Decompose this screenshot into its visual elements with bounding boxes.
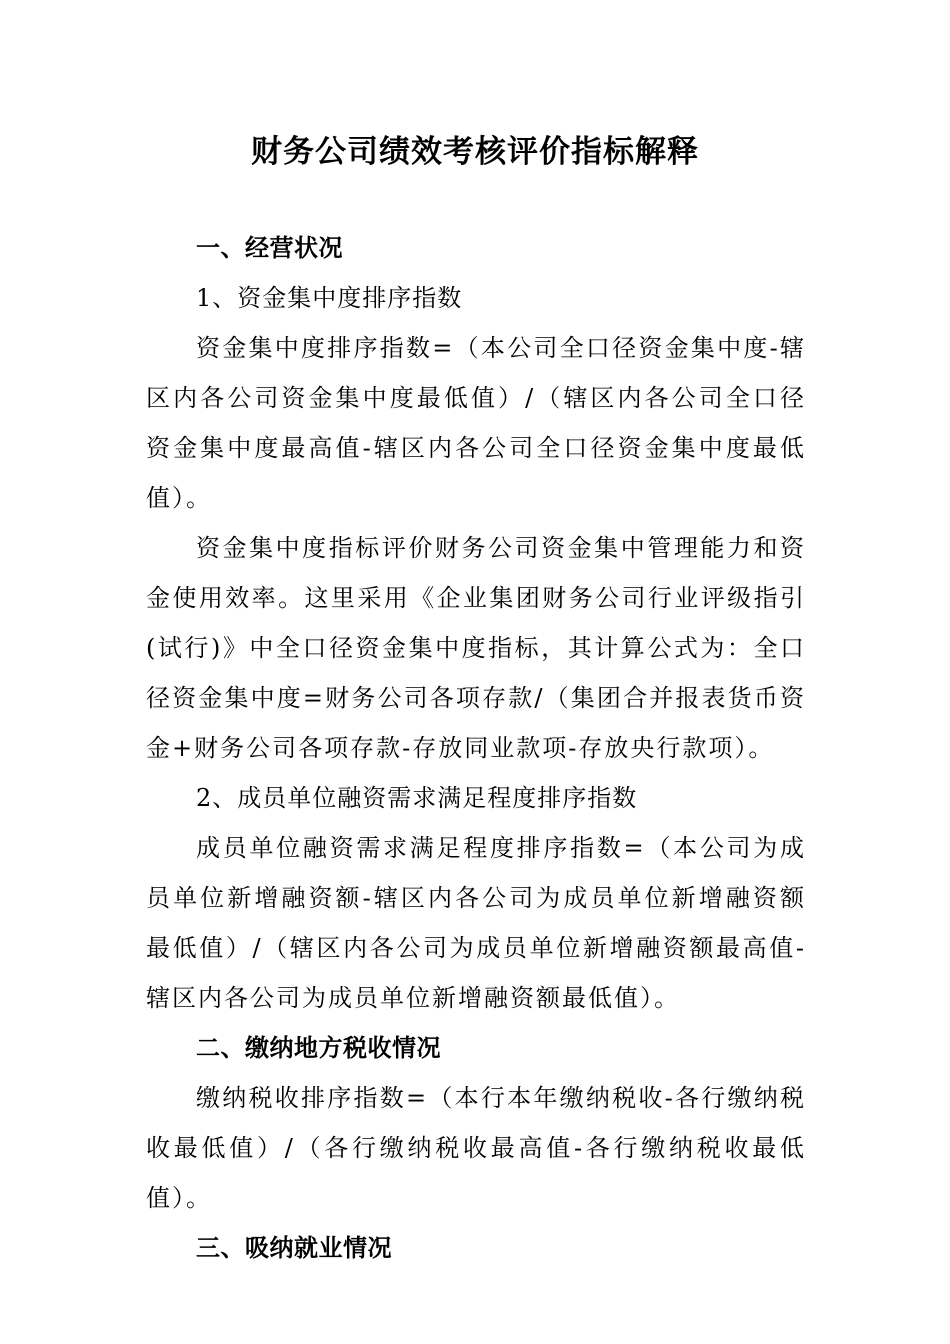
paragraph-tax-formula: 缴纳税收排序指数=（本行本年缴纳税收-各行缴纳税收最低值）/（各行缴纳税收最高值-各行缴纳税收最低值）。 <box>146 1084 806 1212</box>
section-heading-business-status: 一、经营状况 <box>196 234 343 262</box>
subheading-financing-demand: 2、成员单位融资需求满足程度排序指数 <box>196 784 638 812</box>
document-body <box>146 223 806 1273</box>
paragraph-fund-concentration-explanation: 资金集中度指标评价财务公司资金集中管理能力和资金使用效率。这里采用《企业集团财务公司行业评级指引(试行)》中全口径资金集中度指标，其计算公式为：全口径资金集中度=财务公司各项存款/（集团合并报表货币资金+财务公司各项存款-存放同业款项-存放央行款项）。 <box>146 534 806 762</box>
subheading-fund-concentration: 1、资金集中度排序指数 <box>196 284 463 312</box>
section-heading-local-tax: 二、缴纳地方税收情况 <box>196 1034 441 1062</box>
paragraph-fund-concentration-formula: 资金集中度排序指数=（本公司全口径资金集中度-辖区内各公司资金集中度最低值）/（辖区内各公司全口径资金集中度最高值-辖区内各公司全口径资金集中度最低值）。 <box>146 334 806 512</box>
document-title: 财务公司绩效考核评价指标解释 <box>251 134 699 170</box>
section-heading-employment: 三、吸纳就业情况 <box>196 1234 392 1262</box>
paragraph-financing-demand-formula: 成员单位融资需求满足程度排序指数=（本公司为成员单位新增融资额-辖区内各公司为成员单位新增融资额最低值）/（辖区内各公司为成员单位新增融资额最高值-辖区内各公司为成员单位新增融资额最低值）。 <box>146 834 806 1012</box>
